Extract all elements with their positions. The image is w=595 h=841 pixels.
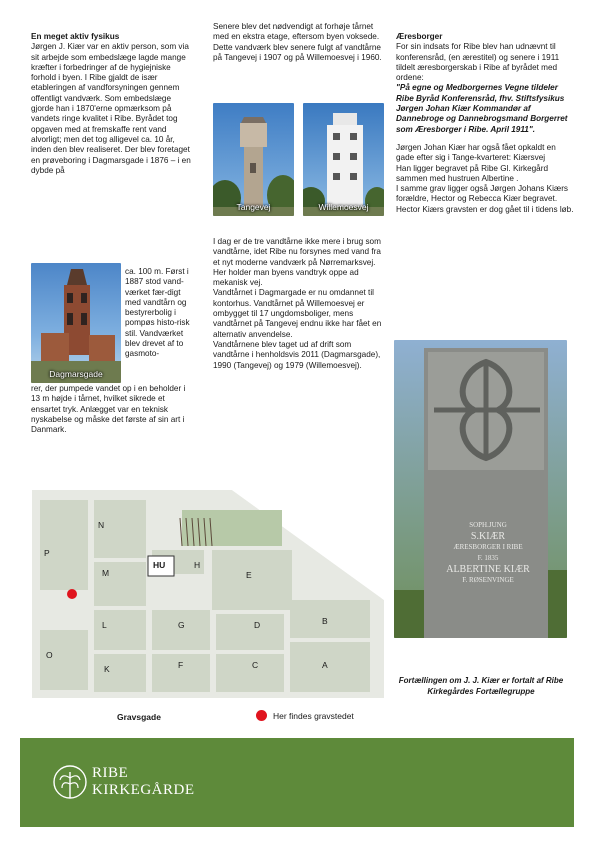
inscription-line: F. RØSENVINGE xyxy=(462,576,514,584)
fysikus-text-top: Jørgen J. Kiær var en aktiv person, som via sit arbejde som embedslæge lagde mange kræfter i forbedringer af de hygiejniske forhold i byen. I Ribe gjaldt de især etableringen af vandforsyningen gennem offentligt vandværk. Som embedslæge gjorde han i 1870'erne opmærksom på vandets ringe kvalitet i Ribe. Byrådet tog opgaven med at fremskaffe rent vand alvorligt; men det tog alligevel ca. 10 år, inden den blev realiseret. Der blev foretaget en prøveboring i Dagmarsgade i 1876 – i en dybde på xyxy=(31,42,191,175)
aeresborger-intro: For sin indsats for Ribe blev han udnævnt til konferensråd, (en ærestitel) og senere i 1911 tildelt æresborgerskab i Ribe af byrådet med ordene: xyxy=(396,42,560,83)
street-text: Jørgen Johan Kiær har også fået opkaldt en gade efter sig i Tange-kvarteret: Kiærsvej xyxy=(396,142,556,163)
photo-caption-tangevej: Tangevej xyxy=(236,202,271,212)
map-legend xyxy=(256,710,354,721)
photo-willemoesvej xyxy=(303,103,384,216)
grave-location-marker xyxy=(67,589,77,599)
photo-caption-willemoesvej: Willemoesvej xyxy=(318,202,369,212)
map-section-n: N xyxy=(98,520,105,530)
legend-red-dot xyxy=(256,710,267,721)
cemetery-map xyxy=(32,490,384,698)
credit-text: Fortællingen om J. J. Kiær er fortalt af Ribe Kirkegårdes Fortællegruppe xyxy=(398,676,564,696)
inscription-line: SOPH.JUNG xyxy=(469,521,507,529)
map-section-hu: HU xyxy=(153,560,166,570)
fysikus-wrap-text: ca. 100 m. Først i 1887 stod vand-værket fær-digt med vandtårn og bestyrerbolig i pompøs histo-risk stil. Vandværket blev drevet af to gasmoto- xyxy=(125,267,190,359)
grave-text: Han ligger begravet på Ribe Gl. Kirkegård sammen med hustruen Albertine . xyxy=(396,163,549,183)
towers-text-reuse: Vandtårnet i Dagmargade er nu omdannet til kontorhus. Vandtårnet på Willemoesvej er ombygget til 17 ungdomsboliger, mens vandtårnet på Tangevej endnu ikke har fået en alternativ anvendelse. xyxy=(213,288,382,339)
map-section-g: G xyxy=(178,620,185,630)
column-1 xyxy=(31,32,194,176)
towers-text-decommission: Vandtårnene blev taget ud af drift som vandtårne i henholdsvis 2011 (Dagmarsgade), 1990 (Tangevej) og 1979 (Willemoesvej). xyxy=(213,339,381,370)
towers-text-top: Senere blev det nødvendigt at forhøje tårnet med en ekstra etage, eftersom byen voksede. Dette vandværk blev senere fulgt af vandtårne på Tangevej i 1907 og på Willemoesvej i 1960. xyxy=(213,22,382,62)
towers-text-today: I dag er de tre vandtårne ikke mere i brug som vandtårne, idet Ribe nu forsynes med vand fra et nyt moderne vandværk på Nørremarksvej. Her holder man byens vandtryk oppe ad mekanisk vej. xyxy=(213,237,381,288)
dagmarsgade-tower-illustration xyxy=(31,263,121,383)
gravestone-inscription xyxy=(432,520,544,586)
map-section-f: F xyxy=(178,660,184,670)
tangevej-tower-illustration xyxy=(213,103,294,216)
family-text: I samme grav ligger også Jørgen Johans Kiærs forældre, Hector og Rebecca Kiær begravet. Hector Kiærs gravsten er dog gået til i tidens løb. xyxy=(396,184,574,214)
column-2-lower xyxy=(213,237,388,371)
map-section-l: L xyxy=(102,620,107,630)
aeresborger-quote: "På egne og Medborgernes Vegne tildeler Ribe Byråd Konferensråd, fhv. Stiftsfysikus Jørgen Johan Kiær Kommandør af Dannebroge og Dannebrogsmand Borgerret som Æresborger i Ribe. April 1911". xyxy=(396,83,568,134)
map-section-h: H xyxy=(194,560,201,570)
gravestone-illustration xyxy=(394,340,567,638)
section-heading-fysikus: En meget aktiv fysikus xyxy=(31,32,120,41)
inscription-line: ALBERTINE KIÆR xyxy=(446,564,530,575)
tree-logo-icon xyxy=(52,762,88,802)
map-section-d: D xyxy=(254,620,261,630)
map-section-e: E xyxy=(246,570,252,580)
footer-banner xyxy=(20,738,574,827)
map-street-label: Gravsgade xyxy=(117,712,161,722)
photo-gravestone xyxy=(394,340,567,638)
inscription-line: ÆRESBORGER I RIBE xyxy=(453,543,523,551)
map-section-k: K xyxy=(104,664,110,674)
column-2 xyxy=(213,22,388,63)
footer-logo-line1: RIBE xyxy=(92,765,129,781)
legend-label: Her findes gravstedet xyxy=(273,710,354,721)
map-section-c: C xyxy=(252,660,259,670)
inscription-line: F. 1835 xyxy=(477,554,499,562)
map-section-o: O xyxy=(46,650,53,660)
footer-logo-line2: KIRKEGÅRDE xyxy=(92,782,195,798)
inscription-line: S.KIÆR xyxy=(470,531,506,542)
photo-dagmarsgade xyxy=(31,263,121,383)
map-section-p: P xyxy=(44,548,50,558)
footer-logo-text xyxy=(92,765,195,799)
map-section-m: M xyxy=(102,568,110,578)
cemetery-map-drawing xyxy=(32,490,384,698)
map-section-b: B xyxy=(322,616,328,626)
column-3 xyxy=(396,32,574,215)
photo-caption-dagmarsgade: Dagmarsgade xyxy=(49,369,103,379)
fysikus-text-bottom: rer, der pumpede vandet op i en beholder i 13 m højde i tårnet, hvilket sikrede et ensartet tryk. Anlægget var en teknisk nyskabelse og måske det første af sin art i Danmark. xyxy=(31,384,186,435)
map-section-a: A xyxy=(322,660,328,670)
photo-tangevej xyxy=(213,103,294,216)
willemoesvej-tower-illustration xyxy=(303,103,384,216)
section-heading-aeresborger: Æresborger xyxy=(396,32,443,41)
